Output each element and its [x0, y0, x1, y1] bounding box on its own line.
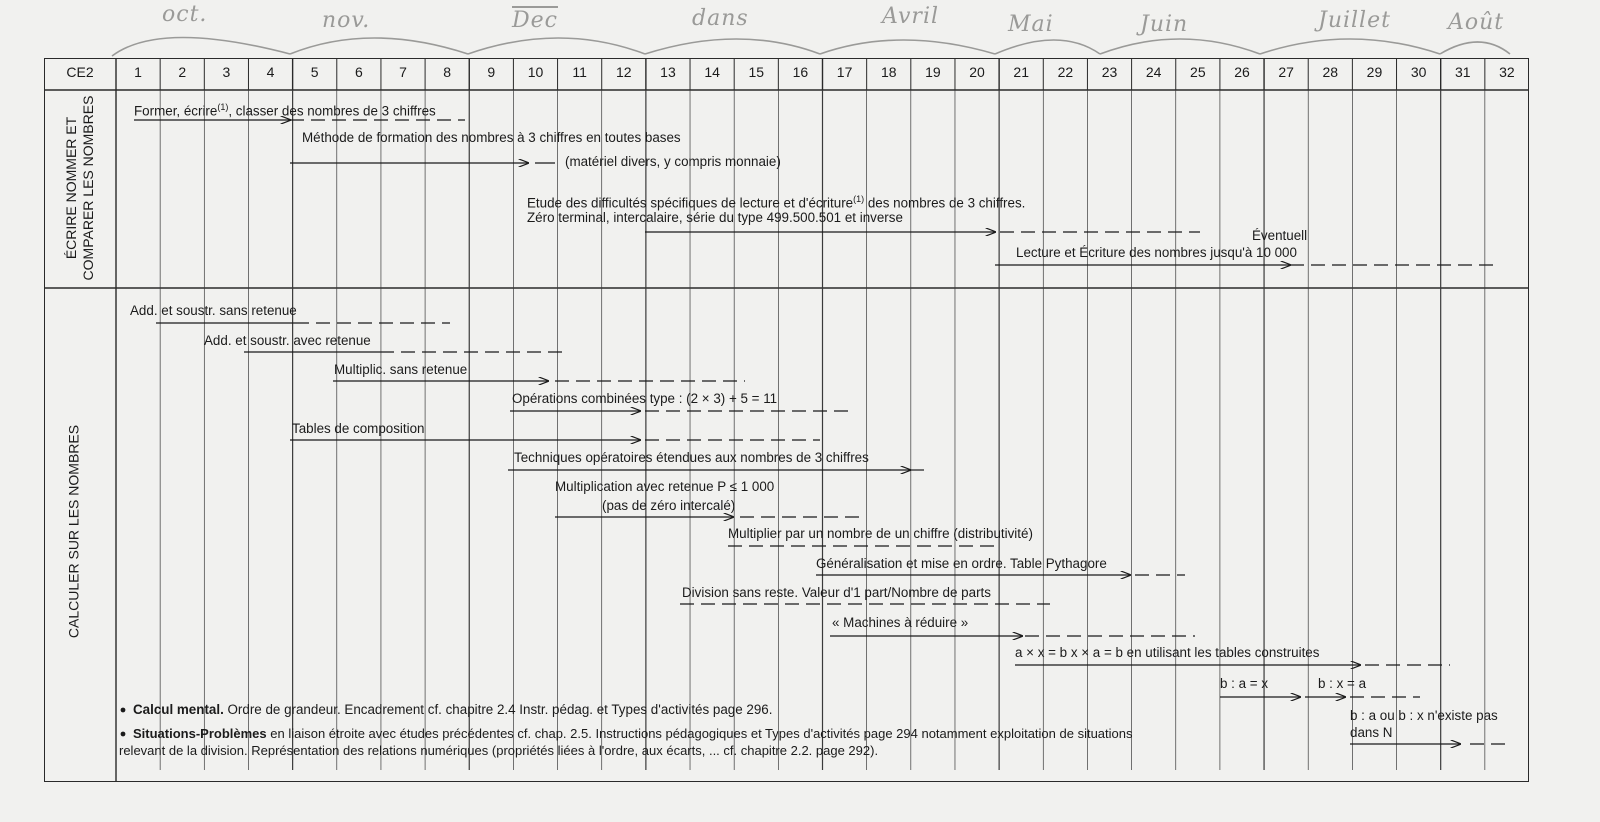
week-number: 14	[704, 64, 720, 80]
item-machines: « Machines à réduire »	[832, 615, 969, 630]
month-july: Juillet	[1318, 8, 1391, 33]
class-label: CE2	[66, 64, 94, 80]
item-materiel: (matériel divers, y compris monnaie)	[565, 154, 781, 169]
month-may: Mai	[1008, 12, 1054, 37]
section-label-line1: ÉCRIRE NOMMER ET	[63, 116, 79, 260]
item-tables: Tables de composition	[292, 421, 425, 436]
month-october: oct.	[162, 2, 208, 27]
week-number: 26	[1234, 64, 1250, 80]
week-number: 11	[572, 64, 587, 80]
week-number: 30	[1410, 64, 1427, 80]
month-april: Avril	[882, 4, 940, 29]
week-number: 12	[616, 64, 632, 80]
month-december: $\overline{Dec}$	[512, 8, 558, 33]
week-number: 15	[748, 64, 765, 80]
item-general: Généralisation et mise en ordre. Table Pythagore	[816, 556, 1107, 571]
week-number: 24	[1145, 64, 1162, 80]
item-mult-sans: Multiplic. sans retenue	[334, 362, 468, 377]
week-number: 31	[1454, 64, 1471, 80]
item-former: Former, écrire$^{(1)}$, classer des nombres de 3 chiffres	[134, 102, 436, 119]
week-number: 20	[969, 64, 985, 80]
item-eventuel: Éventuell	[1252, 228, 1308, 243]
item-pas-zero: (pas de zéro intercalé)	[602, 498, 736, 513]
item-multiplier: Multiplier par un nombre de un chiffre (distributivité)	[728, 526, 1033, 541]
item-add-sans: Add. et soustr. sans retenue	[130, 303, 297, 318]
note-situations-2: relevant de la division. Représentation des relations numériques (propriétés liées à l'ordre, aux écarts, ... cf. chapitre 2.2. page 292).	[119, 743, 879, 758]
item-axx: a × x = b x × a = b en utilisant les tables construites	[1015, 645, 1320, 660]
item-dansn: dans N	[1350, 725, 1393, 740]
section-label-ecrire	[63, 83, 97, 293]
item-bou: b : a ou b : x n'existe pas	[1350, 708, 1498, 723]
item-zero: Zéro terminal, intercalaire, série du type 499.500.501 et inverse	[527, 210, 903, 225]
week-number: 6	[354, 64, 363, 80]
item-etude: Etude des difficultés spécifiques de lecture et d'écriture$^{(1)}$ des nombres de 3 chiffres.	[527, 194, 1026, 211]
item-ops: Opérations combinées type : (2 × 3) + 5 = 11	[512, 391, 778, 406]
item-mult-avec: Multiplication avec retenue P ≤ 1 000	[555, 479, 775, 494]
week-number: 8	[443, 64, 452, 80]
item-division: Division sans reste. Valeur d'1 part/Nombre de parts	[682, 585, 991, 600]
month-august: Août	[1448, 10, 1505, 35]
week-number: 23	[1101, 64, 1118, 80]
section-label-line2: COMPARER LES NOMBRES	[80, 95, 96, 281]
week-number: 13	[660, 64, 676, 80]
section-label-calculer: CALCULER SUR LES NOMBRES	[65, 424, 82, 639]
month-june: Juin	[1140, 12, 1189, 37]
month-november: nov.	[322, 8, 371, 33]
week-number: 9	[487, 64, 496, 80]
week-number: 10	[527, 64, 544, 80]
week-number: 28	[1322, 64, 1339, 80]
week-number: 19	[925, 64, 941, 80]
week-number: 22	[1057, 64, 1074, 80]
item-methode: Méthode de formation des nombres à 3 chiffres en toutes bases	[302, 130, 681, 145]
week-number: 1	[134, 64, 142, 80]
week-number: 32	[1499, 64, 1515, 80]
item-ba1: b : a = x	[1220, 676, 1269, 691]
week-number: 2	[178, 64, 187, 80]
item-add-avec: Add. et soustr. avec retenue	[204, 333, 371, 348]
week-number: 21	[1013, 64, 1029, 80]
item-techniques: Techniques opératoires étendues aux nombres de 3 chiffres	[514, 450, 869, 465]
month-dans: dans	[692, 6, 749, 31]
week-number: 3	[222, 64, 231, 80]
week-number: 16	[792, 64, 809, 80]
week-number: 5	[310, 64, 319, 80]
week-number: 4	[266, 64, 275, 80]
week-number: 18	[880, 64, 897, 80]
note-situations: Situations-Problèmes en liaison étroite avec études précédentes cf. chap. 2.5. Instructions pédagogiques et Types d'activités page 294 notamment exploitation de situations	[133, 726, 1133, 741]
table-frame	[44, 58, 1529, 782]
week-number: 25	[1190, 64, 1206, 80]
week-number: 29	[1366, 64, 1383, 80]
week-number: 17	[836, 64, 853, 80]
week-number: 7	[399, 64, 407, 80]
week-number: 27	[1278, 64, 1294, 80]
item-ba2: b : x = a	[1318, 676, 1367, 691]
note-calcul-mental: Calcul mental. Ordre de grandeur. Encadrement cf. chapitre 2.4 Instr. pédag. et Types d'activités page 296.	[133, 702, 773, 717]
item-lecture: Lecture et Écriture des nombres jusqu'à 10 000	[1016, 245, 1297, 260]
